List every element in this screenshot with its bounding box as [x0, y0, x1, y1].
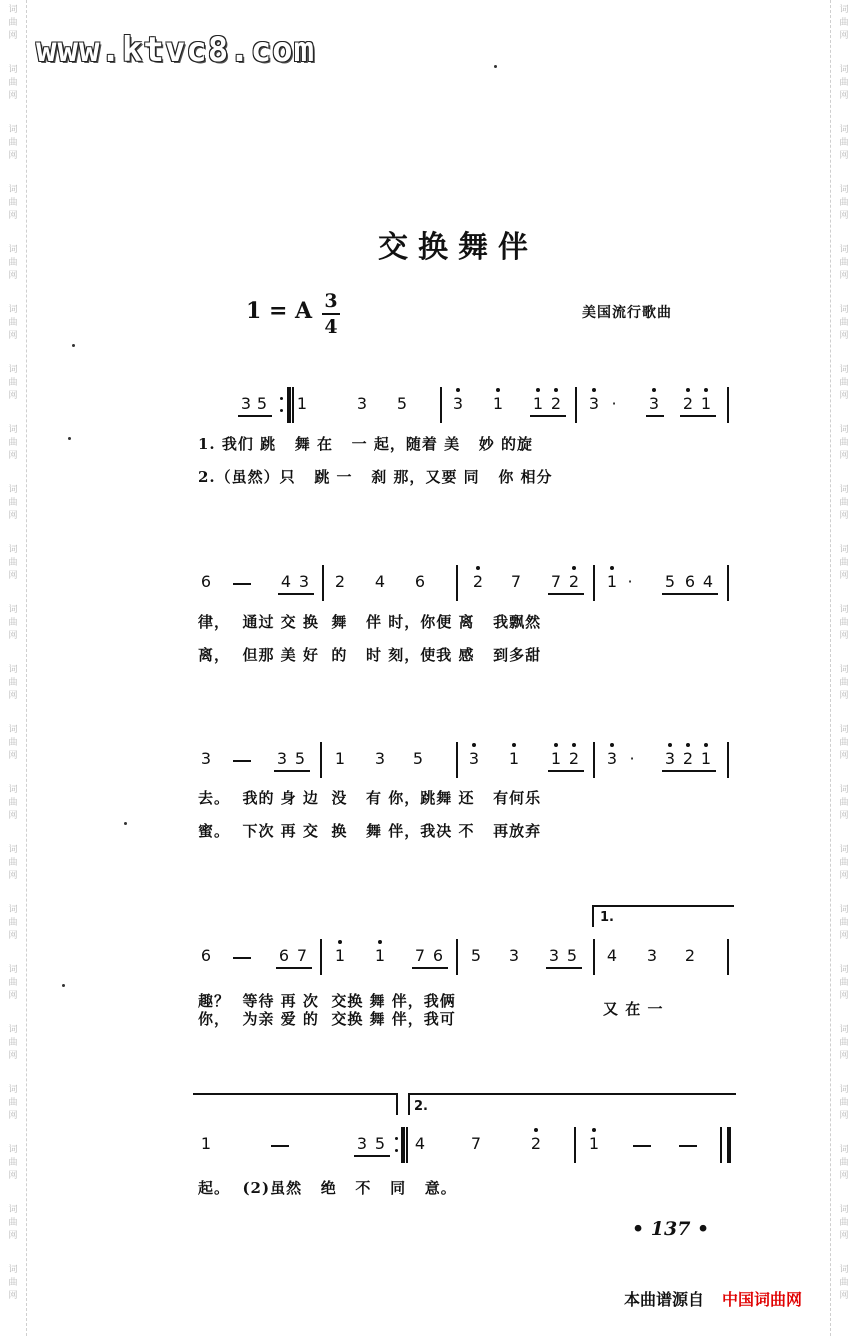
- edge-watermark-mark: 词 曲 网: [839, 1265, 849, 1301]
- note: 2: [682, 749, 694, 768]
- beam-underline: [646, 415, 664, 417]
- note: 6: [200, 572, 212, 591]
- note: 1: [588, 1134, 600, 1153]
- note: ·: [627, 572, 633, 591]
- song-origin: 美国流行歌曲: [582, 305, 672, 321]
- edge-watermark-mark: 词 曲 网: [8, 965, 18, 1001]
- barline: [575, 387, 577, 423]
- barline: [574, 1127, 576, 1163]
- high-octave-dot: [536, 388, 540, 392]
- right-watermark-strip: [830, 0, 857, 1336]
- fraction-bar: [322, 313, 340, 315]
- barline: [440, 387, 442, 423]
- beam-underline: [274, 770, 310, 772]
- high-octave-dot: [610, 743, 614, 747]
- edge-watermark-mark: 词 曲 网: [839, 845, 849, 881]
- high-octave-dot: [378, 940, 382, 944]
- note: 2: [472, 572, 484, 591]
- barline: [322, 565, 324, 601]
- repeat-dot: [280, 397, 283, 400]
- high-octave-dot: [534, 1128, 538, 1132]
- edge-watermark-mark: 词 曲 网: [839, 1025, 849, 1061]
- song-title: 交换舞伴: [378, 230, 538, 265]
- edge-watermark-mark: 词 曲 网: [8, 725, 18, 761]
- high-octave-dot: [554, 743, 558, 747]
- note: 3: [374, 749, 386, 768]
- edge-watermark-mark: 词 曲 网: [839, 545, 849, 581]
- beam-underline: [278, 593, 314, 595]
- edge-watermark-mark: 词 曲 网: [8, 5, 18, 41]
- edge-watermark-mark: 词 曲 网: [839, 1205, 849, 1241]
- high-octave-dot: [472, 743, 476, 747]
- high-octave-dot: [572, 566, 576, 570]
- first-ending-end-tick: [396, 1093, 398, 1115]
- edge-watermark-mark: 词 曲 网: [8, 65, 18, 101]
- note: ·: [629, 749, 635, 768]
- barline: [593, 742, 595, 778]
- note: 3: [356, 1134, 368, 1153]
- scan-speck: [72, 344, 75, 347]
- sustain-dash: [633, 1145, 651, 1147]
- edge-watermark-mark: 词 曲 网: [839, 905, 849, 941]
- edge-watermark-mark: 词 曲 网: [839, 665, 849, 701]
- first-ending-bracket: [592, 905, 734, 907]
- high-octave-dot: [512, 743, 516, 747]
- high-octave-dot: [496, 388, 500, 392]
- barline: [320, 939, 322, 975]
- first-ending-continuation: [193, 1093, 396, 1095]
- lyric-line-4-verse-2: 你， 为亲 爱 的 交换 舞 伴，我可: [198, 1010, 456, 1028]
- note: 1: [334, 749, 346, 768]
- barline: [320, 742, 322, 778]
- second-ending-label: 2.: [414, 1099, 428, 1114]
- source-credit: [624, 1287, 802, 1310]
- note: 1: [700, 749, 712, 768]
- edge-watermark-mark: 词 曲 网: [8, 1205, 18, 1241]
- high-octave-dot: [456, 388, 460, 392]
- note: 3: [240, 394, 252, 413]
- note: 6: [414, 572, 426, 591]
- repeat-dot: [395, 1149, 398, 1152]
- high-octave-dot: [704, 743, 708, 747]
- edge-watermark-mark: 词 曲 网: [8, 485, 18, 521]
- beam-underline: [530, 415, 566, 417]
- edge-watermark-mark: 词 曲 网: [8, 1265, 18, 1301]
- note: 3: [276, 749, 288, 768]
- note: 6: [432, 946, 444, 965]
- beam-underline: [548, 593, 584, 595]
- second-ending-bracket: [408, 1093, 736, 1095]
- edge-watermark-mark: 词 曲 网: [839, 365, 849, 401]
- note: 3: [606, 749, 618, 768]
- note: 3: [548, 946, 560, 965]
- note: 3: [200, 749, 212, 768]
- second-ending-bracket-tick: [408, 1093, 410, 1115]
- repeat-dot: [395, 1137, 398, 1140]
- edge-watermark-mark: 词 曲 网: [8, 125, 18, 161]
- edge-watermark-mark: 词 曲 网: [8, 845, 18, 881]
- note: 1: [296, 394, 308, 413]
- note: 5: [412, 749, 424, 768]
- note: 3: [648, 394, 660, 413]
- note: 2: [550, 394, 562, 413]
- beam-underline: [238, 415, 272, 417]
- note: 7: [470, 1134, 482, 1153]
- first-ending-label: 1.: [600, 910, 614, 925]
- edge-watermark-mark: 词 曲 网: [8, 605, 18, 641]
- edge-watermark-mark: 词 曲 网: [8, 785, 18, 821]
- sustain-dash: [233, 760, 251, 762]
- source-site: 中国词曲网: [722, 1290, 803, 1309]
- note: 5: [256, 394, 268, 413]
- note: 3: [646, 946, 658, 965]
- beam-underline: [662, 770, 716, 772]
- note: 4: [606, 946, 618, 965]
- sustain-dash: [233, 583, 251, 585]
- scan-speck: [494, 65, 497, 68]
- barline: [406, 1127, 408, 1163]
- edge-watermark-mark: 词 曲 网: [8, 1085, 18, 1121]
- scan-speck: [68, 437, 71, 440]
- beam-underline: [412, 967, 448, 969]
- high-octave-dot: [652, 388, 656, 392]
- edge-watermark-mark: 词 曲 网: [8, 545, 18, 581]
- first-ending-bracket-tick: [592, 905, 594, 927]
- scan-speck: [62, 984, 65, 987]
- note: 3: [356, 394, 368, 413]
- edge-watermark-mark: 词 曲 网: [839, 605, 849, 641]
- beam-underline: [548, 770, 584, 772]
- note: 5: [374, 1134, 386, 1153]
- note: 7: [550, 572, 562, 591]
- note: 2: [530, 1134, 542, 1153]
- lyric-line-2-verse-2: 离， 但那 美 好 的 时 刻，使我 感 到多甜: [198, 646, 542, 664]
- lyric-line-4-verse-1: 趣？ 等待 再 次 交换 舞 伴，我俩: [198, 992, 456, 1010]
- beam-underline: [354, 1155, 390, 1157]
- note: 1: [492, 394, 504, 413]
- note: 4: [374, 572, 386, 591]
- barline: [593, 565, 595, 601]
- edge-watermark-mark: 词 曲 网: [8, 1145, 18, 1181]
- note: 6: [278, 946, 290, 965]
- note: 5: [396, 394, 408, 413]
- note: 4: [414, 1134, 426, 1153]
- edge-watermark-mark: 词 曲 网: [8, 365, 18, 401]
- note: 3: [452, 394, 464, 413]
- time-numerator: 3: [324, 290, 338, 312]
- note: 6: [684, 572, 696, 591]
- edge-watermark-mark: 词 曲 网: [839, 1085, 849, 1121]
- edge-watermark-mark: 词 曲 网: [839, 725, 849, 761]
- edge-watermark-mark: 词 曲 网: [8, 905, 18, 941]
- high-octave-dot: [704, 388, 708, 392]
- note: 2: [682, 394, 694, 413]
- edge-watermark-mark: 词 曲 网: [8, 665, 18, 701]
- page-number-value: 137: [650, 1218, 691, 1240]
- note: 1: [700, 394, 712, 413]
- left-watermark-strip: [0, 0, 27, 1336]
- time-signature: [322, 290, 340, 338]
- edge-watermark-mark: 词 曲 网: [839, 965, 849, 1001]
- edge-watermark-mark: 词 曲 网: [839, 425, 849, 461]
- high-octave-dot: [668, 743, 672, 747]
- note: 3: [468, 749, 480, 768]
- note: 1: [606, 572, 618, 591]
- lyric-line-3-verse-1: 去。 我的 身 边 没 有 你，跳舞 还 有何乐: [198, 789, 542, 807]
- barline: [456, 742, 458, 778]
- edge-watermark-mark: 词 曲 网: [839, 305, 849, 341]
- note: 2: [568, 572, 580, 591]
- repeat-barline: [727, 1127, 731, 1163]
- time-denominator: 4: [324, 316, 338, 338]
- high-octave-dot: [476, 566, 480, 570]
- beam-underline: [276, 967, 312, 969]
- lyric-line-1-verse-2: 2.（虽然）只 跳 一 刹 那，又要 同 你 相分: [198, 468, 553, 486]
- high-octave-dot: [610, 566, 614, 570]
- note: 4: [702, 572, 714, 591]
- barline: [292, 387, 294, 423]
- note: 2: [568, 749, 580, 768]
- beam-underline: [662, 593, 718, 595]
- note: 1: [508, 749, 520, 768]
- edge-watermark-mark: 词 曲 网: [839, 65, 849, 101]
- edge-watermark-mark: 词 曲 网: [8, 185, 18, 221]
- repeat-dot: [280, 409, 283, 412]
- beam-underline: [680, 415, 716, 417]
- source-label: 本曲谱源自: [624, 1290, 705, 1309]
- edge-watermark-mark: 词 曲 网: [8, 1025, 18, 1061]
- note: 7: [414, 946, 426, 965]
- edge-watermark-mark: 词 曲 网: [839, 5, 849, 41]
- page-number: • 137 •: [632, 1218, 710, 1240]
- high-octave-dot: [686, 743, 690, 747]
- note: 5: [664, 572, 676, 591]
- lyric-line-2-verse-1: 律， 通过 交 换 舞 伴 时，你便 离 我飘然: [198, 613, 542, 631]
- key-signature: 1 = A: [246, 298, 313, 324]
- edge-watermark-mark: 词 曲 网: [8, 425, 18, 461]
- note: 1: [374, 946, 386, 965]
- edge-watermark-mark: 词 曲 网: [839, 785, 849, 821]
- note: 1: [550, 749, 562, 768]
- high-octave-dot: [686, 388, 690, 392]
- note: 5: [470, 946, 482, 965]
- note: 7: [510, 572, 522, 591]
- lyric-line-5: 起。 (2)虽然 绝 不 同 意。: [198, 1179, 457, 1197]
- repeat-barline: [401, 1127, 405, 1163]
- note: 5: [566, 946, 578, 965]
- edge-watermark-mark: 词 曲 网: [839, 245, 849, 281]
- edge-watermark-mark: 词 曲 网: [839, 125, 849, 161]
- barline: [727, 939, 729, 975]
- barline: [593, 939, 595, 975]
- lyric-line-3-verse-2: 蜜。 下次 再 交 换 舞 伴，我决 不 再放弃: [198, 822, 542, 840]
- note: 3: [508, 946, 520, 965]
- note: 2: [334, 572, 346, 591]
- barline: [456, 939, 458, 975]
- note: ·: [611, 394, 617, 413]
- barline: [720, 1127, 722, 1163]
- note: 1: [334, 946, 346, 965]
- beam-underline: [546, 967, 582, 969]
- note: 1: [200, 1134, 212, 1153]
- lyric-line-4-shared: 又 在 一: [603, 1000, 664, 1018]
- barline: [727, 742, 729, 778]
- note: 7: [296, 946, 308, 965]
- note: 5: [294, 749, 306, 768]
- edge-watermark-mark: 词 曲 网: [839, 185, 849, 221]
- high-octave-dot: [554, 388, 558, 392]
- sustain-dash: [233, 957, 251, 959]
- sustain-dash: [679, 1145, 697, 1147]
- edge-watermark-mark: 词 曲 网: [839, 485, 849, 521]
- note: 4: [280, 572, 292, 591]
- watermark-url: www.ktvc8.com: [36, 30, 316, 70]
- note: 3: [588, 394, 600, 413]
- edge-watermark-mark: 词 曲 网: [8, 245, 18, 281]
- barline: [456, 565, 458, 601]
- high-octave-dot: [572, 743, 576, 747]
- high-octave-dot: [592, 1128, 596, 1132]
- high-octave-dot: [592, 388, 596, 392]
- barline: [727, 387, 729, 423]
- barline: [727, 565, 729, 601]
- scan-speck: [124, 822, 127, 825]
- note: 3: [298, 572, 310, 591]
- edge-watermark-mark: 词 曲 网: [839, 1145, 849, 1181]
- sustain-dash: [271, 1145, 289, 1147]
- repeat-barline: [287, 387, 291, 423]
- high-octave-dot: [338, 940, 342, 944]
- note: 2: [684, 946, 696, 965]
- lyric-line-1-verse-1: 1. 我们 跳 舞 在 一 起，随着 美 妙 的旋: [198, 435, 533, 453]
- edge-watermark-mark: 词 曲 网: [8, 305, 18, 341]
- note: 6: [200, 946, 212, 965]
- note: 3: [664, 749, 676, 768]
- note: 1: [532, 394, 544, 413]
